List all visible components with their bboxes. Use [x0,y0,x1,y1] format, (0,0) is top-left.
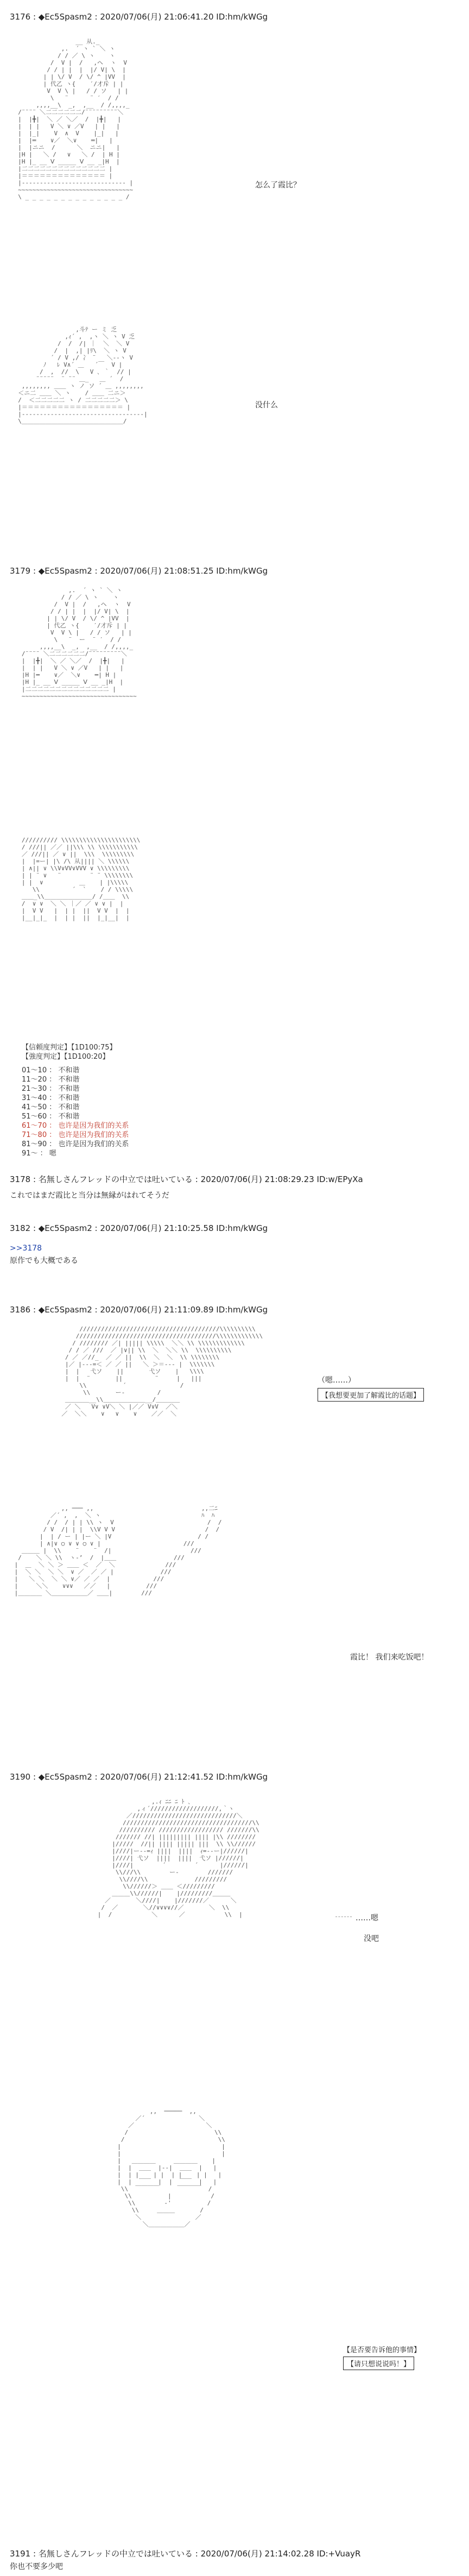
roll-line: 51～60 ： 不和谐 [22,1113,80,1121]
post-header: 3176 : ◆Ec5Spasm2 : 2020/07/06(月) 21:06:41.20 ID:hm/kWGg [10,12,268,22]
ascii-art-character-with-pole: ,, ─── ,, ,,二ﾆ ／´ , , ＼ ヽ ﾊ ﾊ / / / | | \\ ヽ V / / / V /| | | \\V V V / / | | / ー | |ー ＼ |V / / | ∧|∨ ○ ∨ ∨ ○ ∨ | /// ＿＿＿ | \\ ¨ ¨ /| /// / ＼ ＼ \\ ヽ‐’ / |＿＿ /// | ＿ ＼ ＼ ＞ ＿＿ ＜ ／ ＼ /// | ＼ ＼ ＼ ＼ ∨ ／ ／ ／ | /// | ＼ ＼ ＼ ＼ ∨／ ／ ／ | /// | ＼＼ ∨∨∨ ／／ | /// |＿＿＿＿ ＼＿＿＿＿＿＿／ ＿＿| /// [14,1505,222,1597]
dialog-line: 没吧 [364,1934,379,1943]
post-header: 3182 : ◆Ec5Spasm2 : 2020/07/06(月) 21:10:25.58 ID:hm/kWGg [10,1223,268,1233]
roll-line: 21～30 ： 不和谐 [22,1085,80,1093]
reply-anchor[interactable]: >>3178 [10,1244,42,1253]
dialog-line: 怎么了霞比？ [255,181,301,190]
ascii-art-character: ,斗ﾃ ー ミ 乏 ,ｨ´ , ,ヽ ＼ ヽ V 乏 / / /| ｜ ＼ ＼ V / | ,| |ﾘ\ ＼ ヽ V ´ / V ,/ 冫 ¨ ＼‐-ヽ V ﾉ ﾚ V∧´ ＿ ´￣ V | / , // \ V ､ ｀ // | ¨¨¨¨¨ ¨ ¨¨ ＿_ ＿ ´ / ,,,,,,,, ＿＿ ヽ ノ ソ ´ ＿ ,,,,,,,, ＜ニ二 ＿＿ ＼ ヽ / ＿＿ 二ニ＞ / ＜二二二二二 ヽ / 二二二二二＞ \ |＝＝＝＝＝＝＝＝＝＝＝＝＝＝＝＝＝ | |----------------------------------| \＿＿＿＿＿＿＿＿＿＿＿＿＿＿＿＿＿/ [18,326,148,425]
choice-box: 【我想要更加了解霞比的话题】 [318,1388,424,1402]
post-header: 3186 : ◆Ec5Spasm2 : 2020/07/06(月) 21:11:09.89 ID:hm/kWGg [10,1305,268,1315]
ascii-art-character-glasses: ,, ───── ,, ／´ ＼ ／ ＼ / \\ / \\ | | | | | ＿＿＿＿ ＿＿＿＿ | | | ＿＿ |‐‐| ＿＿ | | | | | | | | | | | | | | ￣￣ | | ￣￣ | | \\ ￣￣￣￣ ￣￣￣￣ / \\ | / \\ ‐' / \\ ＿＿＿ / ＼ ／ ＼＿＿＿＿＿＿／ [117,2108,225,2228]
post-text: これではまだ霞比と当分は無縁がはれてそうだ [10,1191,169,1200]
dialog-line: （嗯……） [318,1376,356,1385]
roll-line-highlight: 71～80 ： 也许是因为我们的关系 [22,1131,129,1139]
roll-line: 【強度判定】【1D100:20】 [22,1053,110,1061]
post-text: 你也不要多少吧 [10,2562,63,2571]
dialog-line: 【是否要告诉他的事情】 [343,2346,421,2354]
ascii-art-character: __ 从._ ,. ´ ヽ ` ＼ ヽ / / ／ \ ヽ ヽ / V | / ,ヘ ヽ V / / | | | |/ V| \ | | | \/ V / \/ ^ |VV | | 代乙 ヽ{ ′/才斥 | | V V \ | / / ソ | | \ ¨ ¨ ′ / / ,,,,__\ _, ,__ / /,,,,_ /¨¨¨¨ ＼二二二二二二/¨¨¨¨¨¨¨¨¨＼ | |╋| ＼ ／ ＼／ / |╋| | | | | V ＼ ∨ ／V | | | | |_| V ∧ V |_| | | |═ ∨／ ＼∨ ═| | | |ニニ / ＼ ニニ| | |H | ＼ / ∨ ＼ / | H | |H |_ __ Ⅴ _____ Ⅴ __ _|H | |二二二二二二二二二二二二二二 | |＝＝＝＝＝＝＝＝＝＝＝＝＝＝ | |----------------------------- | ~~~~~~~~~~~~~~~~~~~~~~~~~~~~~~~~ \ _ _ _ _ _ _ _ _ _ _ _ _ _ _ / [18,38,134,200]
roll-line: 41～50 ： 不和谐 [22,1103,80,1111]
roll-line-highlight: 61～70 ： 也许是因为我们的关系 [22,1122,129,1130]
dice-roll-block [22,1043,129,1158]
roll-line: 11～20 ： 不和谐 [22,1076,80,1084]
roll-line: 81～90 ： 也许是因为我们的关系 [22,1140,129,1148]
roll-line: 31～40 ： 不和谐 [22,1094,80,1102]
post-text: 原作でも大概である [10,1256,78,1265]
roll-line: 01～10 ： 不和谐 [22,1066,80,1075]
post-header: 3179 : ◆Ec5Spasm2 : 2020/07/06(月) 21:08:51.25 ID:hm/kWGg [10,566,268,576]
roll-line: 【信頼度判定】【1D100:75】 [22,1044,117,1052]
ascii-art-character: ////////// \\\\\\\\\\\\\\\\\\\\\\ / ///|| ／／ ||\\\ \\ \\\\\\\\\\\ ／ ///|| ／ ∨ || \\\ \\\\\\\\\ | |=ー| |\ /\ 从|||| ＼ \\\\\\ | ∧|| ∨ \\V∨VV∨VVV ∨ \\\\\\\\\ | | ¨ ∨ ¨ ¨ ¨ \\\\\\\\ | | ∨ ＿ | |\\\\\ \\ ´ ` / / \\\\\ ＿＿_\\＿＿＿＿＿＿＿＿/ /＿＿ \\ / ∨ ∨ ＼ ＼ ｜／ ／ ∨ ∨ | | | V V | | | || V V | | |__|_|_ | | | || |_|__| | [21,837,141,921]
ascii-art-character: ///////////////////////////////////////\\\\\\\\\\ ///////////////////////////////////////\\\\\\\\\\\\\ / //////// ／| ||||| \\\\\ ＼＼ \\ \\\\\\\\\\\\\ / / ／ /// ／ |∨|| \\ ＼ ＼＼ \\ \\\\\\\\\\ / ／ ／//_ ／ ／ || \\ ＼ ＼ \\ \\\\\\\\ |／ |‐--=＜ ／ ／ || ＼ ＞＝--‐ | \\\\\\\ | | 弋ソ || 弋ソ | \\\\ | | ¨ || ¨ | ||| \\ ´ / \\ ー‐ / ＿＿＿＿__\\＿＿＿＿＿＿＿__/＿＿＿＿ ／ ＼ V∨ ∨V＼ ＼ |／／ V∨V ／＼ ／ ＼＼ ∨ ∨ ∨ ／／ ＼ [61,1325,263,1417]
post-header: 3190 : ◆Ec5Spasm2 : 2020/07/06(月) 21:12:41.52 ID:hm/kWGg [10,1772,268,1782]
post-header: 3191 : 名無しさんフレッドの中立では吐いている : 2020/07/06(月) 21:14:02.28 ID:+VuayR [10,2549,361,2559]
roll-line: 91～ ： 嗯 [22,1149,56,1158]
dialog-line: 没什么 [255,401,278,410]
ascii-art-character: ,.ｨ ﾆﾆ ﾆ ﾄ ､ ,ィ´///////////////////,｀ヽ ／/////////////////////////////＼ ////////////////////////////////////\\ ////////// ////////////////// ///////\\ /////// //| ||||||||| |||| |\\ //////// |///// //|| |||| ||||| ||| \\ \\////// |////|ー--=ｨ |||| |||| ｨ=--ー|//////| |////| 弋ソ |||| |||| 弋ソ |//////| |////| ´ ´ |//////| \\///\\ ー‐ /////// \\////\\ ///////// \\//////＞ ＿＿ ＜///////// ＿＿＿\\//////| |/////////＿＿＿ ／ ＼////| |///////／ ＼ / ／ ＼//∨∨∨∨//／ ＼ \\ | / ＼ ／ \\ | [97,1798,259,1918]
dialog-line: ……嗯 [356,1914,378,1922]
post-header: 3178 : 名無しさんフレッドの中立では吐いている : 2020/07/06(月) 21:08:29.23 ID:w/EPyXa [10,1174,363,1184]
choice-box: 【请只想说说吗！】 [343,2357,414,2370]
ascii-art-character: ,. ´ ヽ ` ＼ ヽ / / ／ \ ヽ ヽ / V | / ,ヘ ヽ V / / | | | |/ V| \ | | | \/ V / \/ ^ |VV | | 代乙 ヽ{ ′/才斥 | | V V \ | / / ソ | | \ ¨ ー ¨ ′ / / ,,,,__\ _, ,__ / /,,,,_ /¨¨¨¨ ＼二二二二二二/¨¨¨¨¨¨¨¨¨＼ | |╋| ＼ ／ ＼／ / |╋| | | | | V ＼ ∨ ／V | | | |H |═ ∨／ ＼∨ ═| H | |H |_ __ Ⅴ _____ Ⅴ __ _|H | |二二二二二二二二二二二二二二 | ~~~~~~~~~~~~~~~~~~~~~~~~~~~~~~~~ [21,587,137,700]
dialog-line: 霞比！ 我们来吃饭吧！ [350,1653,429,1662]
